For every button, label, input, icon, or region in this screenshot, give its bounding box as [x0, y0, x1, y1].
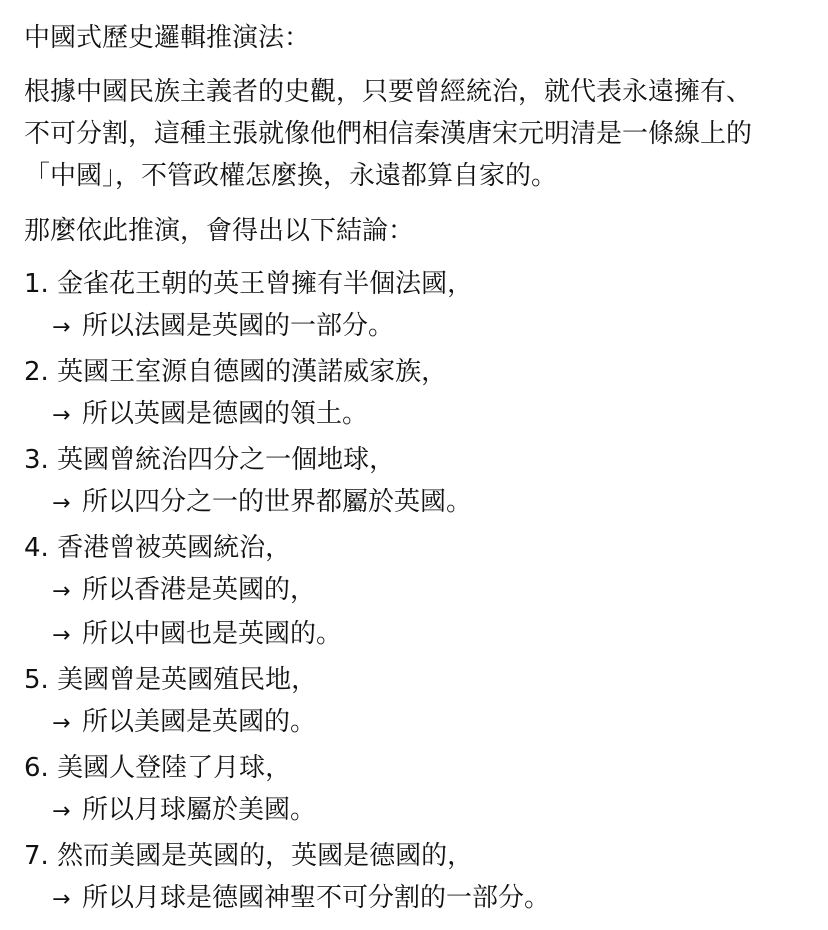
list-item-consequence [24, 481, 806, 525]
list-item-consequence [24, 789, 806, 833]
arrow-right-icon: → [52, 403, 71, 428]
arrow-right-icon: → [52, 711, 71, 736]
arrow-right-icon: → [52, 799, 71, 824]
consequence-text: 所以月球屬於美國。 [82, 795, 317, 825]
list-item-consequence [24, 393, 806, 437]
conclusion-list [24, 263, 806, 921]
conclusion-intro: 那麼依此推演，會得出以下結論： [24, 216, 415, 246]
list-item-premise: 1. 金雀花王朝的英王曾擁有半個法國， [24, 269, 474, 299]
arrow-right-icon: → [52, 491, 71, 516]
list-item-premise: 6. 美國人登陸了月球， [24, 753, 292, 783]
paragraph-line: 根據中國民族主義者的史觀，只要曾經統治，就代表永遠擁有、 [24, 77, 753, 107]
consequence-text: 所以月球是德國神聖不可分割的一部分。 [82, 883, 551, 913]
list-item-consequence [24, 701, 806, 745]
arrow-right-icon: → [52, 579, 71, 604]
list-item-consequence [24, 877, 806, 921]
list-item [24, 747, 806, 833]
consequence-text: 所以法國是英國的一部分。 [82, 311, 395, 341]
list-item-premise: 4. 香港曾被英國統治， [24, 533, 292, 563]
document-title: 中國式歷史邏輯推演法： [24, 23, 311, 53]
list-item [24, 659, 806, 745]
list-item [24, 263, 806, 349]
list-item [24, 439, 806, 525]
list-item-consequence [24, 613, 806, 657]
consequence-text: 所以美國是英國的。 [82, 707, 317, 737]
list-item [24, 835, 806, 921]
consequence-text: 所以英國是德國的領土。 [82, 399, 369, 429]
arrow-right-icon: → [52, 623, 71, 648]
intro-paragraph [24, 71, 806, 197]
list-item [24, 351, 806, 437]
list-item-premise: 3. 英國曾統治四分之一個地球， [24, 445, 396, 475]
paragraph-line: 不可分割，這種主張就像他們相信秦漢唐宋元明清是一條線上的 [24, 119, 753, 149]
consequence-text: 所以四分之一的世界都屬於英國。 [82, 487, 473, 517]
arrow-right-icon: → [52, 887, 71, 912]
arrow-right-icon: → [52, 315, 71, 340]
consequence-text: 所以香港是英國的， [82, 575, 317, 605]
list-item-premise: 2. 英國王室源自德國的漢諾威家族， [24, 357, 448, 387]
list-item-premise: 7. 然而美國是英國的，英國是德國的， [24, 841, 474, 871]
list-item-consequence [24, 569, 806, 613]
list-item [24, 527, 806, 657]
list-item-consequence [24, 305, 806, 349]
consequence-text: 所以中國也是英國的。 [82, 619, 343, 649]
paragraph-line: 「中國」，不管政權怎麼換，永遠都算自家的。 [24, 161, 558, 191]
list-item-premise: 5. 美國曾是英國殖民地， [24, 665, 318, 695]
